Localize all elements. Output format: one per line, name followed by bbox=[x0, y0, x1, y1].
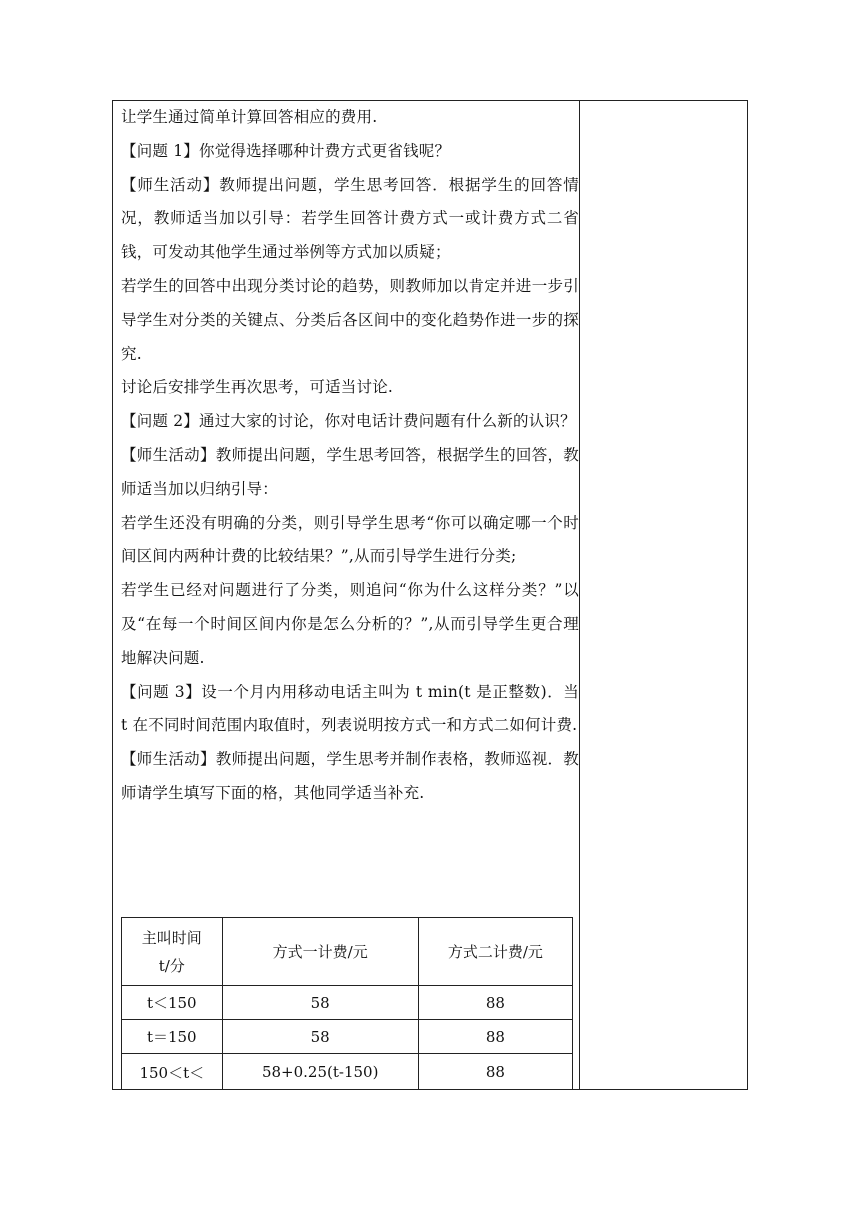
cell-time: 150＜t＜ bbox=[122, 1054, 223, 1091]
cell-time: t＜150 bbox=[122, 986, 223, 1020]
header-call-time-line2: t/分 bbox=[158, 956, 185, 975]
cell-time: t＝150 bbox=[122, 1020, 223, 1054]
cell-plan1: 58 bbox=[222, 1020, 418, 1054]
paragraph: 【问题 1】你觉得选择哪种计费方式更省钱呢？ bbox=[121, 141, 451, 160]
cell-plan2: 88 bbox=[418, 986, 572, 1020]
paragraph: 【问题 2】通过大家的讨论，你对电话计费问题有什么新的认识？ bbox=[121, 412, 576, 431]
column-divider bbox=[579, 101, 580, 1089]
paragraph: 【师生活动】教师提出问题，学生思考回答，根据学生的回答，教师适当加以归纳引导： bbox=[121, 445, 579, 498]
header-call-time bbox=[122, 918, 223, 986]
cell-plan2: 88 bbox=[418, 1054, 572, 1091]
table-row bbox=[122, 1020, 573, 1054]
table-row bbox=[122, 986, 573, 1020]
lesson-table bbox=[112, 100, 748, 1090]
billing-table bbox=[121, 917, 573, 1090]
cell-plan1: 58 bbox=[222, 986, 418, 1020]
header-plan2: 方式二计费/元 bbox=[418, 918, 572, 986]
paragraph: 【师生活动】教师提出问题，学生思考回答．根据学生的回答情况，教师适当加以引导：若学生回答计费方式一或计费方式二省钱，可发动其他学生通过举例等方式加以质疑； bbox=[121, 175, 579, 262]
paragraph: 讨论后安排学生再次思考，可适当讨论. bbox=[121, 378, 394, 397]
paragraph: 若学生还没有明确的分类，则引导学生思考“你可以确定哪一个时间区间内两种计费的比较结果？”,从而引导学生进行分类; bbox=[121, 513, 579, 566]
paragraph: 【师生活动】教师提出问题，学生思考并制作表格，教师巡视．教师请学生填写下面的格，其他同学适当补充. bbox=[121, 750, 579, 802]
lesson-content bbox=[121, 101, 579, 811]
paragraph: 若学生的回答中出现分类讨论的趋势，则教师加以肯定并进一步引导学生对分类的关键点、分类后各区间中的变化趋势作进一步的探究. bbox=[121, 276, 579, 363]
paragraph: 【问题 3】设一个月内用移动电话主叫为 t min(t 是正整数)．当 t 在不同时间范围内取值时，列表说明按方式一和方式二如何计费. bbox=[121, 682, 579, 735]
paragraph: 让学生通过简单计算回答相应的费用. bbox=[121, 108, 378, 126]
table-header-row bbox=[122, 918, 573, 986]
cell-plan1: 58+0.25(t-150) bbox=[222, 1054, 418, 1091]
paragraph: 若学生已经对问题进行了分类，则追问“你为什么这样分类？”以及“在每一个时间区间内你是怎么分析的？”,从而引导学生更合理地解决问题. bbox=[121, 581, 579, 667]
cell-plan2: 88 bbox=[418, 1020, 572, 1054]
header-call-time-line1: 主叫时间 bbox=[141, 928, 202, 947]
table-row bbox=[122, 1054, 573, 1091]
header-plan1: 方式一计费/元 bbox=[222, 918, 418, 986]
